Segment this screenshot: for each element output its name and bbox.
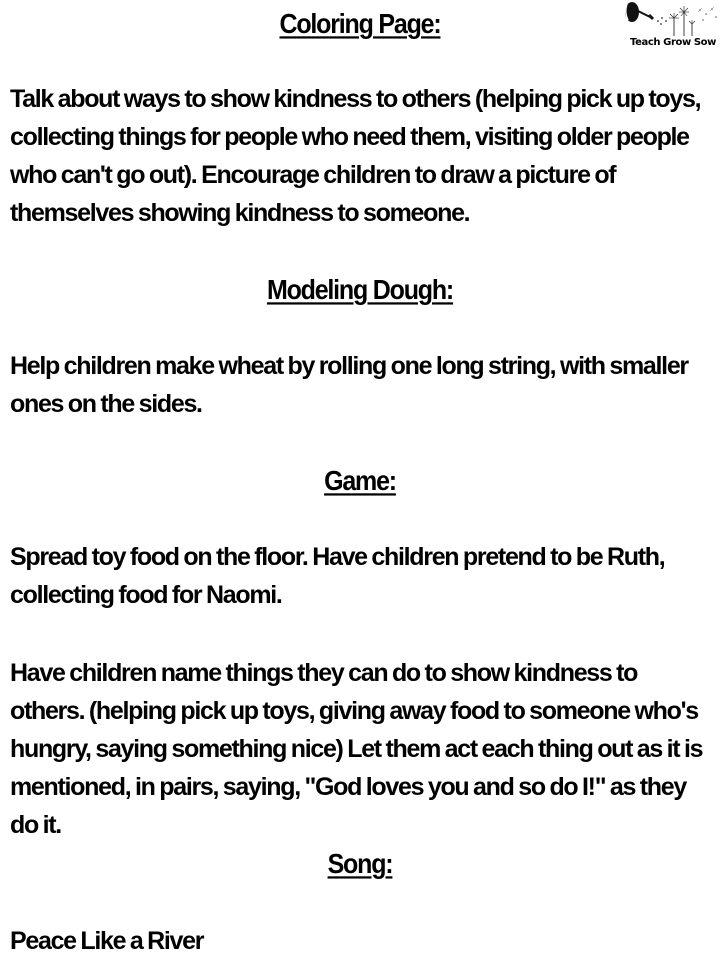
coloring-page-heading: Coloring Page:: [279, 8, 441, 40]
song-title: Peace Like a River: [10, 927, 204, 955]
game-paragraph-1: Spread toy food on the floor. Have children pretend to be Ruth, collecting food for Naomi.: [10, 543, 665, 609]
coloring-page-paragraph: Talk about ways to show kindness to others (helping pick up toys, collecting things for people who need them, visiting older people who can't go out). Encourage children to draw a picture of themselves showing kindness to someone.: [10, 85, 701, 227]
modeling-dough-paragraph: Help children make wheat by rolling one long string, with smaller ones on the sides.: [10, 352, 688, 418]
logo-text: Teach Grow Sow: [630, 37, 716, 48]
game-heading: Game:: [324, 465, 396, 497]
game-paragraph-2: Have children name things they can do to show kindness to others. (helping pick up toys, giving away food to someone who's hungry, saying something nice) Let them act each thing out as it is mentioned, in pairs, saying, "God loves you and so do I!" as they do it.: [10, 659, 703, 839]
song-heading: Song:: [327, 848, 393, 880]
modeling-dough-heading: Modeling Dough:: [266, 274, 454, 306]
